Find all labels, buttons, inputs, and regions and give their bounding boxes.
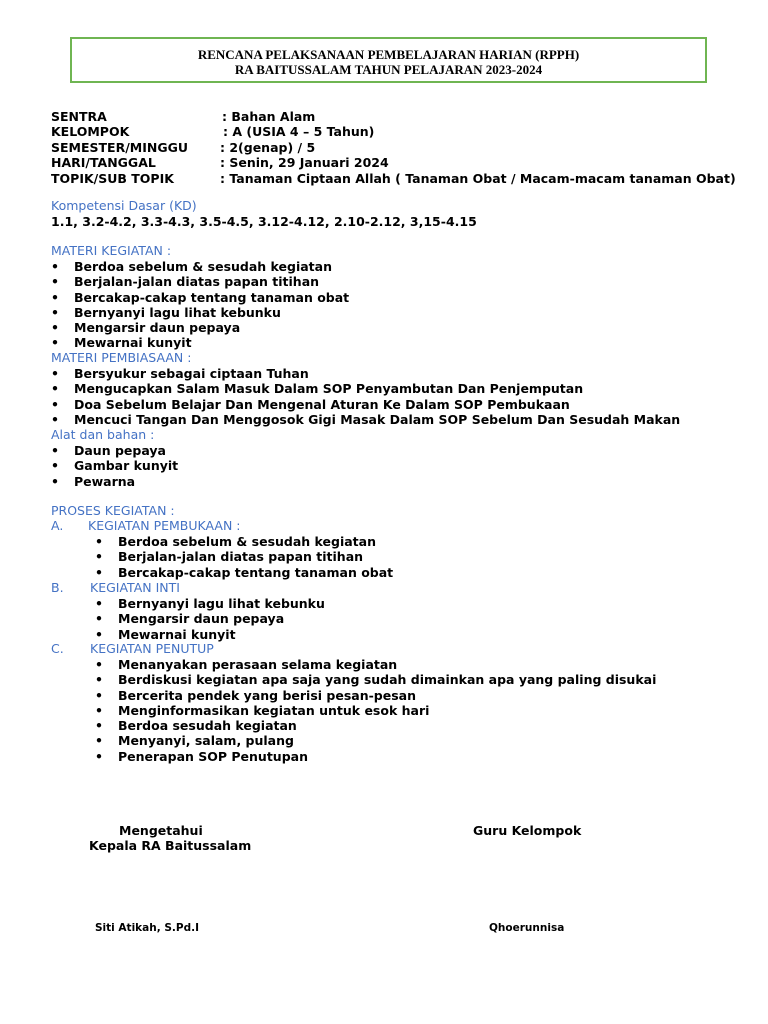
bullet-icon: • [51, 366, 59, 381]
info-value: : Bahan Alam [222, 109, 316, 124]
bullet-icon: • [51, 320, 59, 336]
section-a-letter: A. [51, 518, 64, 533]
info-value: : Senin, 29 Januari 2024 [220, 155, 389, 171]
signature-right-line1: Guru Kelompok [473, 823, 582, 838]
bullet-icon: • [51, 473, 59, 489]
info-key: SEMESTER/MINGGU [51, 139, 188, 155]
bullet-icon: • [95, 748, 103, 764]
materi-kegiatan-heading: MATERI KEGIATAN : [51, 243, 172, 258]
kd-text: 1.1, 3.2-4.2, 3.3-4.3, 3.5-4.5, 3.12-4.12, 2.10-2.12, 3,15-4.15 [51, 214, 477, 229]
proses-heading: PROSES KEGIATAN : [51, 503, 175, 518]
info-key: HARI/TANGGAL [51, 155, 156, 171]
info-key: TOPIK/SUB TOPIK [51, 170, 174, 186]
bullet-icon: • [51, 411, 59, 427]
section-b-title: KEGIATAN INTI [90, 580, 180, 595]
signature-left-line1: Mengetahui [119, 823, 203, 838]
bullet-icon: • [51, 458, 59, 474]
section-c-title: KEGIATAN PENUTUP [90, 641, 214, 656]
info-value: : Tanaman Ciptaan Allah ( Tanaman Obat / Macam-macam tanaman Obat) [220, 170, 736, 186]
signature-left-line2: Kepala RA Baitussalam [89, 838, 252, 853]
materi-pembiasaan-heading: MATERI PEMBIASAAN : [51, 350, 192, 365]
bullet-icon: • [51, 274, 59, 290]
title-line-1: RENCANA PELAKSANAAN PEMBELAJARAN HARIAN (RPPH) [197, 47, 580, 62]
bullet-icon: • [95, 564, 103, 580]
bullet-icon: • [51, 304, 59, 320]
bullet-icon: • [95, 672, 103, 688]
bullet-icon: • [95, 611, 103, 627]
bullet-icon: • [51, 289, 59, 305]
bullet-icon: • [95, 626, 103, 642]
bullet-icon: • [95, 733, 103, 749]
kd-heading: Kompetensi Dasar (KD) [51, 198, 197, 213]
bullet-icon: • [95, 534, 103, 549]
title-line-2: RA BAITUSSALAM TAHUN PELAJARAN 2023-2024 [234, 62, 543, 77]
bullet-icon: • [95, 687, 103, 703]
title-box [70, 37, 707, 83]
bullet-icon: • [95, 718, 103, 734]
signature-right-name: Qhoerunnisa [489, 922, 565, 934]
bullet-icon: • [51, 335, 59, 351]
info-key: SENTRA [51, 109, 107, 124]
info-key: KELOMPOK [51, 124, 130, 140]
info-value: : 2(genap) / 5 [220, 139, 316, 155]
bullet-icon: • [51, 259, 59, 274]
bullet-icon: • [95, 657, 103, 672]
bullet-icon: • [95, 702, 103, 718]
section-a-title: KEGIATAN PEMBUKAAN : [88, 518, 241, 533]
section-b-letter: B. [51, 580, 64, 595]
alat-bahan-heading: Alat dan bahan : [51, 427, 155, 442]
info-value: : A (USIA 4 – 5 Tahun) [223, 124, 375, 140]
bullet-icon: • [95, 549, 103, 565]
section-c-letter: C. [51, 641, 64, 656]
bullet-icon: • [51, 443, 59, 458]
signature-left-name: Siti Atikah, S.Pd.I [95, 922, 200, 934]
bullet-icon: • [95, 596, 103, 611]
bullet-icon: • [51, 396, 59, 412]
bullet-icon: • [51, 381, 59, 397]
